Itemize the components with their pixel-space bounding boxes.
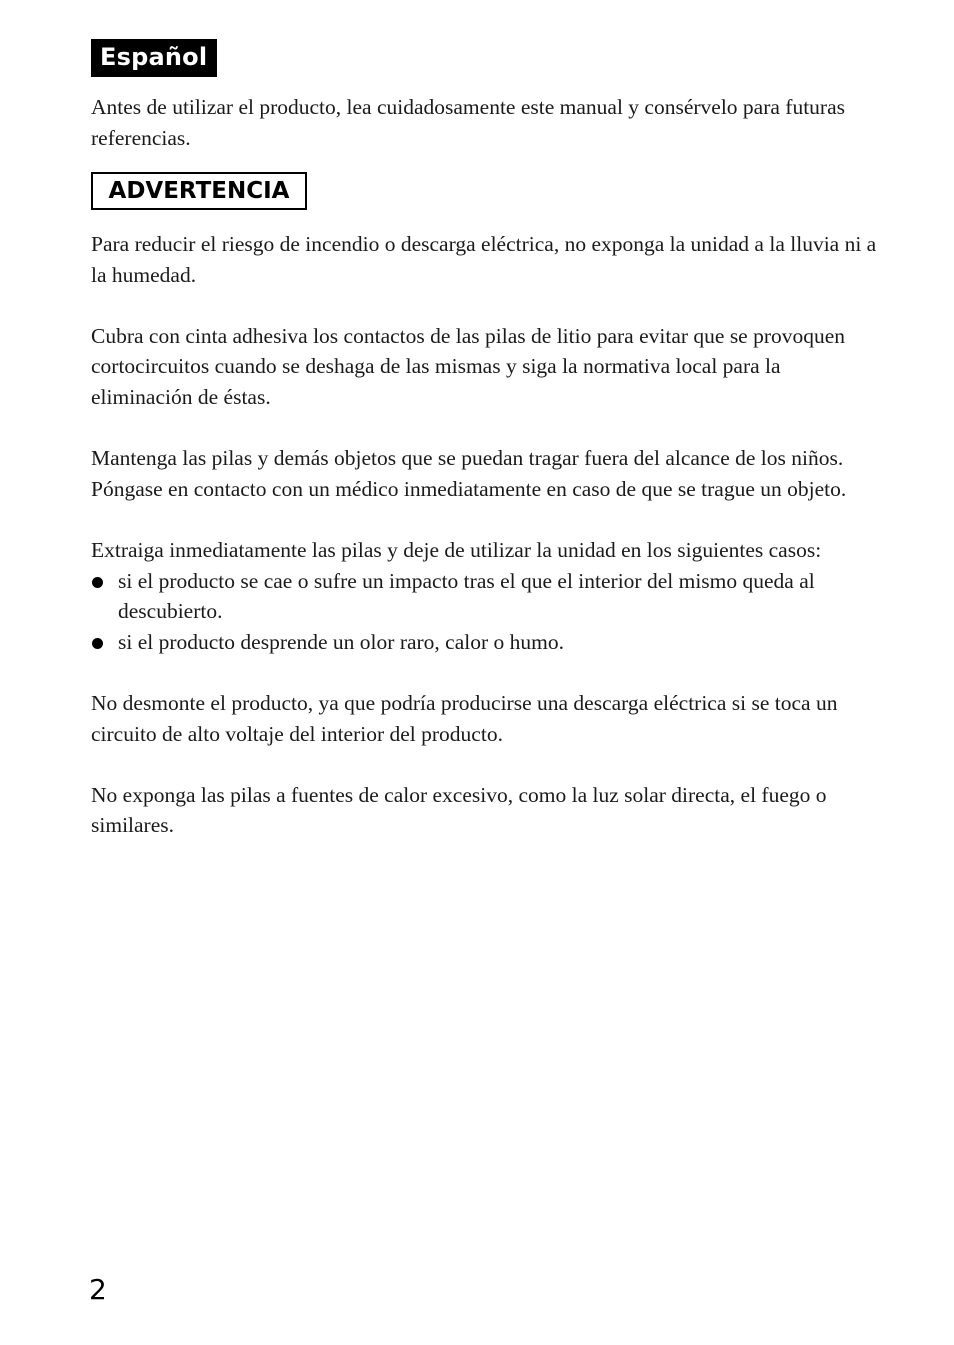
warning-bullet-list: [91, 566, 881, 658]
warning-paragraph-children: Mantenga las pilas y demás objetos que se puedan tragar fuera del alcance de los niños. Póngase en contacto con un médico inmediatamente en caso de que se trague un objeto.: [91, 446, 847, 501]
warning-paragraph-disassemble: No desmonte el producto, ya que podría producirse una descarga eléctrica si se toca un circuito de alto voltaje del interior del producto.: [91, 690, 838, 746]
bullet-icon: [92, 577, 103, 588]
list-item-text: si el producto desprende un olor raro, calor o humo.: [118, 629, 564, 654]
warning-paragraph-remove-batteries: Extraiga inmediatamente las pilas y deje de utilizar la unidad en los siguientes casos:: [91, 537, 822, 562]
warning-content: [91, 229, 881, 871]
intro-paragraph: Antes de utilizar el producto, lea cuidadosamente este manual y consérvelo para futuras referencias.: [91, 95, 846, 150]
list-item: [91, 566, 881, 627]
list-item: [91, 627, 881, 658]
list-item-text: si el producto se cae o sufre un impacto tras el que el interior del mismo queda al descubierto.: [118, 568, 815, 624]
bullet-icon: [92, 638, 103, 649]
warning-paragraph-heat: No exponga las pilas a fuentes de calor excesivo, como la luz solar directa, el fuego o similares.: [91, 782, 827, 838]
page-number: 2: [89, 1273, 107, 1306]
language-label: Español: [91, 39, 217, 77]
warning-heading: ADVERTENCIA: [91, 172, 307, 210]
warning-paragraph-lithium: Cubra con cinta adhesiva los contactos de las pilas de litio para evitar que se provoquen cortocircuitos cuando se deshaga de las mismas y siga la normativa local para la eliminación de éstas.: [91, 323, 846, 409]
warning-paragraph-rain: Para reducir el riesgo de incendio o descarga eléctrica, no exponga la unidad a la lluvia ni a la humedad.: [91, 232, 877, 287]
